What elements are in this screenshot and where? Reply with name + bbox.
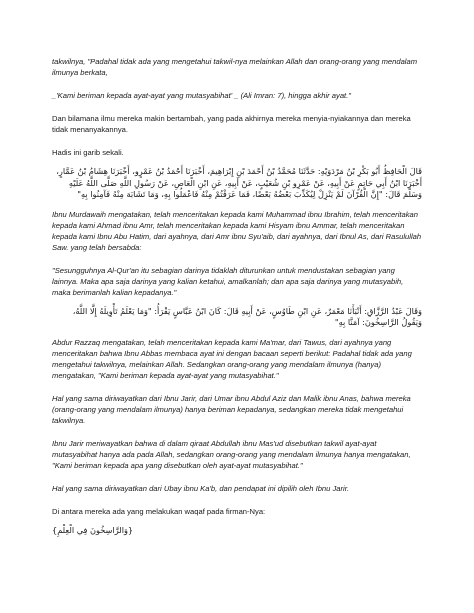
paragraph-ilmu: Dan bilamana ilmu mereka makin bertambah, yang pada akhirnya mereka menyia-nyiakannya dan mereka tidak menanyakannya.: [52, 114, 411, 134]
arabic-ayah-fragment: {وَالرَّاسِخُونَ فِي الْعِلْمِ}: [52, 524, 134, 535]
arabic-abdur-razzaq: وَقَالَ عَبْدُ الرَّزَّاقِ: أَنْبَأَنَا مَعْمَرٌ، عَنِ ابْنِ طَاوُسٍ، عَنْ أَبِيهِ قَالَ: كَانَ ابْنُ عَبَّاسٍ يَقْرَأُ: "وَمَا يَعْلَمُ تَأْوِيلَهُ إِلَّا اللَّهُ، وَيَقُولُ الرَّاسِخُونَ: آمَنَّا بِهِ": [72, 305, 422, 327]
paragraph-abdur-razzaq: Abdur Razzaq mengatakan, telah menceritakan kepada kami Ma'mar, dari Tawus, dari ayahnya yang menceritakan bahwa Ibnu Abbas membaca ayat ini dengan bacaan seperti berikut: Padahal tidak ada yang mengetahui takwilnya, melainkan Allah. Sedangkan orang-orang yang mendalam ilmunya (hanya) mengatakan, "Kami beriman kepada ayat-ayat yang mutasyabihat.": [52, 337, 412, 380]
paragraph-tafsir-continuation: takwilnya, "Padahal tidak ada yang mengetahui takwil-nya melainkan Allah dan orang-orang yang mendalam ilmunya berkata,: [52, 57, 418, 77]
paragraph-waqaf: Di antara mereka ada yang melakukan waqaf pada firman-Nya:: [52, 506, 266, 516]
paragraph-ubay: Hal yang sama diriwayatkan dari Ubay ibnu Ka'b, dan pendapat ini dipilih oleh Ibnu Jarir.: [52, 483, 350, 493]
paragraph-ibnu-murdawaih: Ibnu Murdawaih mengatakan, telah menceritakan kepada kami Muhammad ibnu Ibrahim, telah menceritakan kepada kami Ahmad ibnu Amr, telah menceritakan kepada kami Hisyam ibnu Ammar, telah menceritakan kepada kami Ibnu Abu Hatim, dari ayahnya, dari Amr ibnu Syu'aib, dari ayahnya, dari Ibnul As, dari Rasulullah Saw. yang telah bersabda:: [52, 209, 422, 252]
paragraph-hadis-garib: Hadis ini garib sekali.: [52, 148, 124, 157]
paragraph-ibnu-jarir-umar: Hal yang sama diriwayatkan dari Ibnu Jarir, dari Umar ibnu Abdul Aziz dan Malik ibnu Anas, bahwa mereka (orang-orang yang mendalam ilmunya) hanya beriman kepadanya, sedangkan mereka tidak mengetahui takwilnya.: [52, 393, 411, 425]
paragraph-ayah-quote: _'Kami beriman kepada ayat-ayat yang mutasyabihat' _ (Ali Imran: 7), hingga akhir ayat.": [52, 91, 351, 100]
paragraph-ibnu-masud: Ibnu Jarir meriwayatkan bahwa di dalam qiraat Abdullah ibnu Mas'ud disebutkan takwil ayat-ayat mutasyabihat hanya ada pada Allah, sedangkan orang-orang yang mendalam ilmunya hanya mengatakan, "Kami beriman kepada apa yang disebutkan oleh ayat-ayat mutasyabihat.": [52, 438, 411, 470]
arabic-hadith-ibn-mardawaih: قَالَ الْحَافِظُ أَبُو بَكْرِ بْنُ مَرْدَوَيْهِ: حَدَّثَنَا مُحَمَّدُ بْنُ أَحْمَدَ بْنِ إِبْرَاهِيمَ، أَخْبَرَنَا أَحْمَدُ بْنُ عَمْرٍو، أَخْبَرَنَا هِشَامُ بْنُ عَمَّارٍ، أَخْبَرَنَا ابْنُ أَبِي حَاتِمٍ عَنْ أَبِيهِ، عَنْ عَمْرِو بْنِ شُعَيْبٍ، عَنْ أَبِيهِ، عَنِ ابْنِ الْعَاصِ، عَنْ رَسُولِ اللَّهِ صَلَّى اللَّهُ عَلَيْهِ وَسَلَّمَ قَالَ: "إِنَّ الْقُرْآنَ لَمْ يَنْزِلْ لِيُكَذِّبَ بَعْضُهُ بَعْضًا، فَمَا عَرَفْتُمْ مِنْهُ فَاعْمَلُوا بِهِ، وَمَا تَشَابَهَ مِنْهُ فَآمِنُوا بِهِ": [56, 166, 422, 199]
paragraph-hadith-translation: "Sesungguhnya Al-Qur'an itu sebagian darinya tidaklah diturunkan untuk mendustakan sebagian yang lainnya. Maka apa saja darinya yang kalian ketahui, amalkanlah; dan apa saja darinya yang mutasyabih, maka berimanlah kalian kepadanya.": [52, 265, 404, 297]
